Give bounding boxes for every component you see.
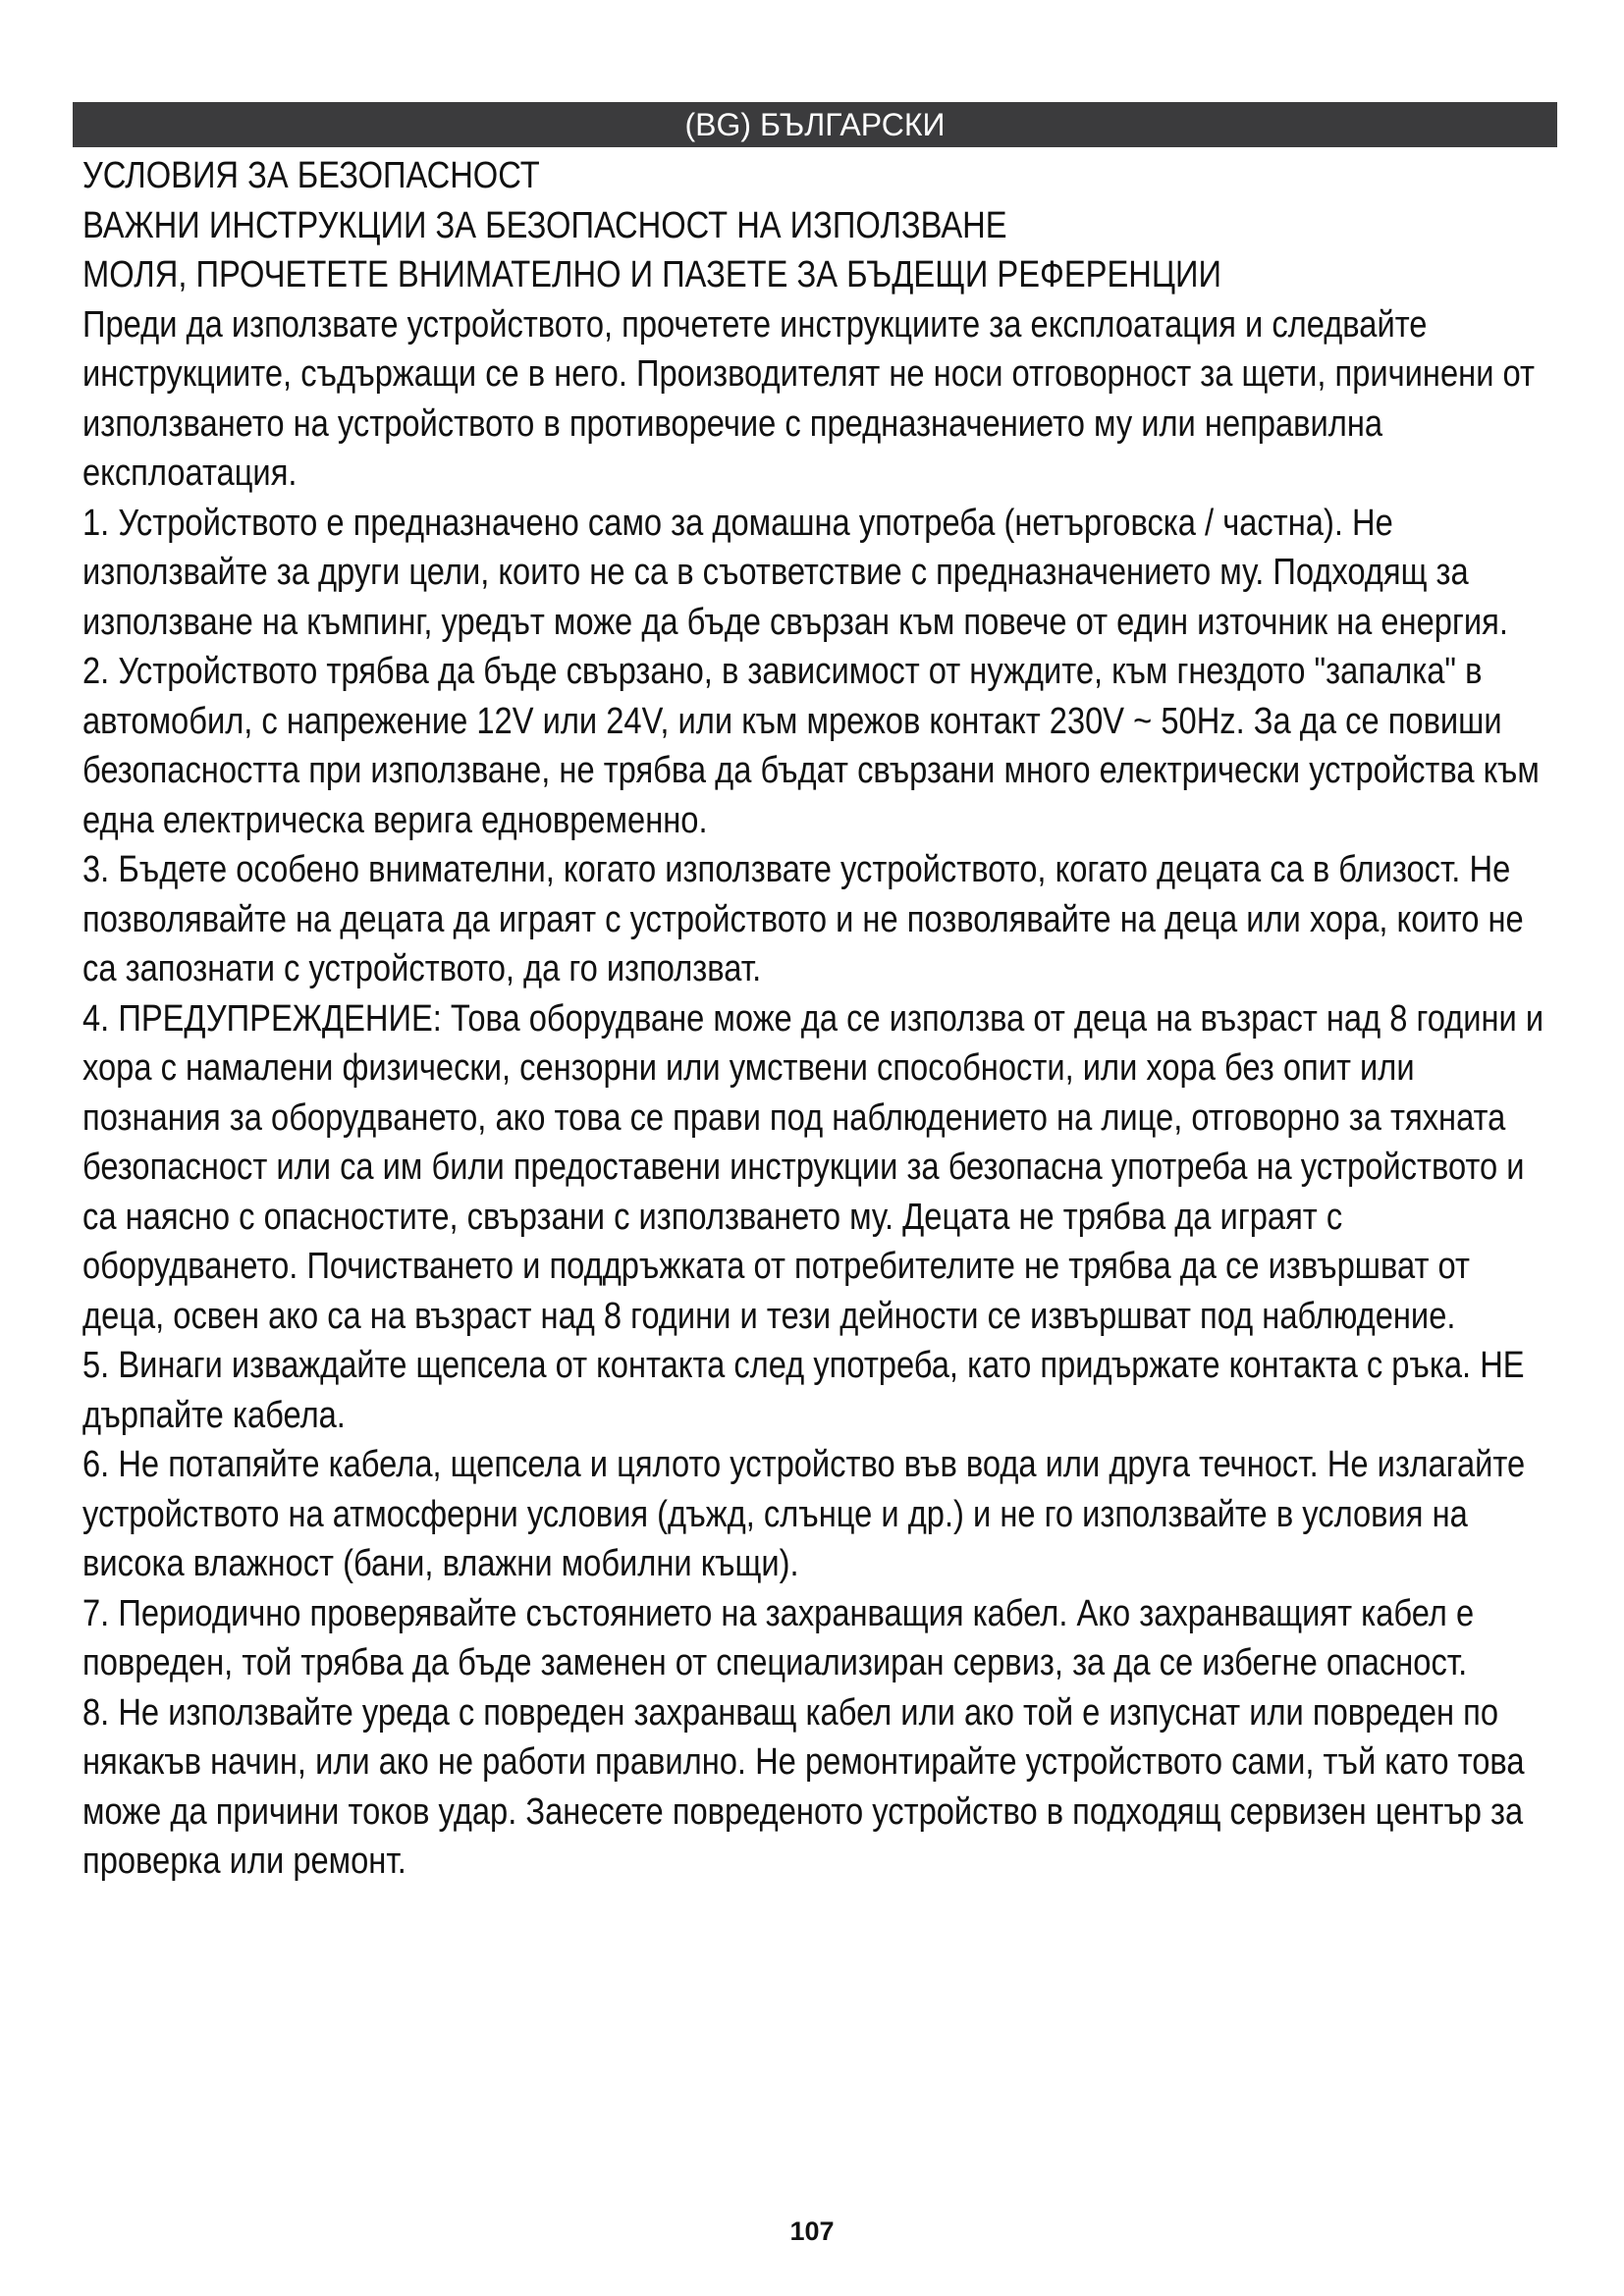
safety-item-5: 5. Винаги изваждайте щепсела от контакта след употреба, като придържате контакта с ръка. НЕ дърпайте кабела. bbox=[82, 1345, 1525, 1436]
safety-item-6: 6. Не потапяйте кабела, щепсела и цялото устройство във вода или друга течност. Не излагайте устройството на атмосферни условия (дъжд, слънце и др.) и не го използвайте в условия на висока влажност (бани, влажни мобилни къщи). bbox=[82, 1444, 1526, 1584]
language-header-bar: (BG) БЪЛГАРСКИ bbox=[73, 102, 1557, 147]
intro-paragraph: Преди да използвате устройството, прочетете инструкциите за експлоатация и следвайте инструкциите, съдържащи се в него. Производителят не носи отговорност за щети, причинени от използването на устройството в противоречие с предназначението му или неправилна експлоатация. bbox=[82, 303, 1535, 494]
safety-item-3: 3. Бъдете особено внимателни, когато използвате устройството, когато децата са в близост. Не позволявайте на децата да играят с устройството и не позволявайте на деца или хора, които не са запознати с устройството, да го използват. bbox=[82, 849, 1524, 989]
safety-item-8: 8. Не използвайте уреда с повреден захранващ кабел или ако той е изпуснат или повреден по някакъв начин, или ако не работи правилно. Не ремонтирайте устройството сами, тъй като това може да причини токов удар. Занесете повреденото устройство в подходящ сервизен център за проверка или ремонт. bbox=[82, 1691, 1525, 1882]
safety-item-7: 7. Периодично проверявайте състоянието на захранващия кабел. Ако захранващият кабел е повреден, той трябва да бъде заменен от специализиран сервиз, за да се избегне опасност. bbox=[82, 1592, 1475, 1683]
section-title: УСЛОВИЯ ЗА БЕЗОПАСНОСТ bbox=[82, 155, 540, 196]
safety-item-2: 2. Устройството трябва да бъде свързано, в зависимост от нуждите, към гнездото "запалка" в автомобил, с напрежение 12V или 24V, или към мрежов контакт 230V ~ 50Hz. За да се повиши безопасността при използване, не трябва да бъдат свързани много електрически устройства към една електрическа верига едновременно. bbox=[82, 651, 1540, 841]
read-carefully-notice: МОЛЯ, ПРОЧЕТЕТЕ ВНИМАТЕЛНО И ПАЗЕТЕ ЗА БЪДЕЩИ РЕФЕРЕНЦИИ bbox=[82, 254, 1222, 295]
section-subtitle: ВАЖНИ ИНСТРУКЦИИ ЗА БЕЗОПАСНОСТ НА ИЗПОЛЗВАНЕ bbox=[82, 204, 1007, 246]
safety-content bbox=[82, 151, 1545, 1887]
safety-item-4: 4. ПРЕДУПРЕЖДЕНИЕ: Това оборудване може да се използва от деца на възраст над 8 години и хора с намалени физически, сензорни или умствени способности, или хора без опит или познания за оборудването, ако това се прави под наблюдението на лице, отговорно за тяхната безопасност или са им били предоставени инструкции за безопасна употреба на устройството и са наясно с опасностите, свързани с използването му. Децата не трябва да играят с оборудването. Почистването и поддръжката от потребителите не трябва да се извършват от деца, освен ако са на възраст над 8 години и тези дейности се извършват под наблюдение. bbox=[82, 997, 1544, 1337]
safety-item-1: 1. Устройството е предназначено само за домашна употреба (нетърговска / частна). Не използвайте за други цели, които не са в съответствие с предназначението му. Подходящ за използване на къмпинг, уредът може да бъде свързан към повече от един източник на енергия. bbox=[82, 502, 1508, 643]
page-number: 107 bbox=[789, 2216, 835, 2246]
